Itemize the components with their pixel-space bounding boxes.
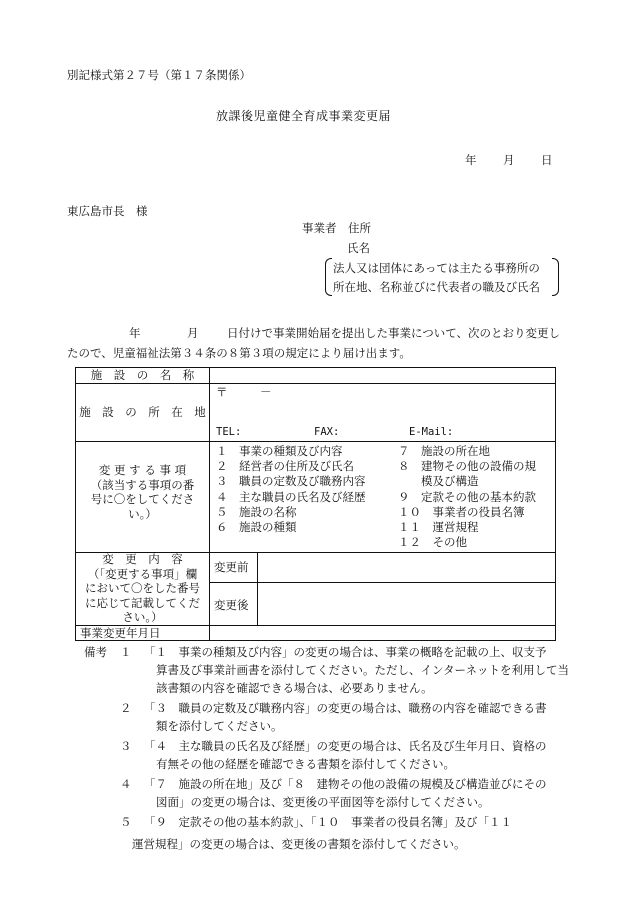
change-items-label-line: 号に〇をしてくださ: [90, 492, 195, 506]
form-id: 別記様式第２７号（第１７条関係）: [67, 68, 251, 82]
date-line: [465, 152, 553, 168]
bracket-right: [552, 258, 559, 296]
change-items-label-line: い。）: [128, 506, 157, 521]
note-line: 運営規程」の変更の場合は、変更後の書類を添付してください。: [132, 837, 466, 851]
note-line: 「３ 職員の定数及び職務内容」の変更の場合は、職務の内容を確認できる書: [144, 701, 547, 715]
body-line-1: [67, 325, 560, 341]
change-items-label-line: （該当する事項の番: [90, 477, 195, 492]
date-day: 日: [541, 153, 553, 167]
change-item[interactable]: １１ 運営規程: [398, 520, 479, 535]
body-line1-text: 日付けで事業開始届を提出した事業について、次のとおり変更し: [227, 326, 561, 340]
after-label: 変更後: [214, 598, 249, 612]
note-line: 「９ 定款その他の基本約款」、「１０ 事業者の役員名簿」及び「１１: [144, 815, 512, 829]
after-field[interactable]: [258, 583, 554, 624]
change-content-label-line: （「変更する事項」欄: [87, 566, 198, 581]
applicant-bracket-note: [325, 258, 559, 296]
change-content-label: [76, 552, 209, 625]
fax-label: FAX:: [314, 426, 340, 438]
note-line: 算書及び事業計画書を添付してください。ただし、インターネットを利用して当: [156, 663, 569, 677]
change-item[interactable]: ５ 施設の名称: [216, 504, 297, 519]
change-item[interactable]: ９ 定款その他の基本約款: [398, 489, 536, 504]
facility-name-label: 施 設 の 名 称: [90, 368, 195, 382]
note-number: ５: [120, 815, 132, 829]
change-item[interactable]: １２ その他: [398, 535, 467, 550]
tel-label: TEL:: [216, 426, 242, 438]
change-item[interactable]: ６ 施設の種類: [216, 520, 297, 535]
document-title: 放課後児童健全育成事業変更届: [216, 109, 392, 123]
change-item[interactable]: ８ 建物その他の設備の規: [398, 459, 536, 474]
notes-head: 備考: [84, 645, 107, 659]
change-item[interactable]: ２ 経営者の住所及び氏名: [216, 459, 354, 474]
note-line: 類を添付してください。: [156, 719, 283, 733]
change-item[interactable]: １０ 事業者の役員名簿: [398, 504, 525, 519]
email-label: E-Mail:: [409, 426, 454, 438]
note-line: 有無その他の経歴を確認できる書類を添付してください。: [156, 757, 455, 771]
before-field[interactable]: [258, 553, 554, 581]
change-content-label-line: さい。）: [122, 610, 163, 624]
note-number: １: [120, 645, 132, 659]
postal-dash: －: [260, 385, 272, 399]
applicant-address-label: 事業者 住所: [302, 221, 371, 235]
facility-address-label: 施 設 の 所 在 地: [79, 405, 206, 419]
note-line: 該書類の内容を確認できる場合は、必要ありません。: [156, 681, 433, 695]
note-line: 「７ 施設の所在地」及び「８ 建物その他の設備の規模及び構造並びにその: [144, 777, 547, 791]
change-item[interactable]: 模及び構造: [398, 474, 479, 489]
addressee: 東広島市長 様: [67, 204, 148, 218]
change-items-label: [76, 463, 209, 521]
change-items-left-list: [216, 444, 366, 535]
body-line-2: たので、児童福祉法第３４条の８第３項の規定により届け出ます。: [67, 346, 411, 360]
bracket-left: [325, 258, 332, 296]
note-line: 「４ 主な職員の氏名及び経歴」の変更の場合は、氏名及び生年月日、資格の: [144, 739, 547, 753]
change-date-field[interactable]: [210, 626, 554, 639]
facility-name-field[interactable]: [221, 368, 551, 383]
change-content-label-line: 変 更 内 容: [102, 552, 183, 566]
note-number: ２: [120, 701, 132, 715]
before-label: 変更前: [214, 560, 249, 574]
change-content-label-line: に応じて記載してくだ: [85, 595, 200, 610]
change-items-label-line: 変 更 す る 事 項: [98, 463, 187, 477]
note-line: 「１ 事業の種類及び内容」の変更の場合は、事業の概略を記載の上、収支予: [144, 645, 547, 659]
postal-mark: 〒: [216, 385, 228, 399]
change-content-label-line: において〇をした番号: [85, 581, 200, 595]
change-items-right-list: [398, 444, 536, 550]
body-year-label: 年: [129, 326, 141, 340]
change-item[interactable]: ３ 職員の定数及び職務内容: [216, 474, 366, 489]
change-form-table: [75, 367, 556, 641]
bracket-line-1: 法人又は団体にあっては主たる事務所の: [333, 261, 540, 275]
change-date-label: 事業変更年月日: [80, 626, 161, 640]
change-item[interactable]: ７ 施設の所在地: [398, 444, 490, 458]
note-number: ４: [120, 777, 132, 791]
date-month: 月: [503, 153, 515, 167]
bracket-line-2: 所在地、名称並びに代表者の職及び氏名: [333, 280, 540, 294]
change-item[interactable]: ４ 主な職員の氏名及び経歴: [216, 489, 366, 504]
body-month-label: 月: [187, 326, 199, 340]
note-number: ３: [120, 739, 132, 753]
date-year: 年: [465, 153, 477, 167]
applicant-name-label: 氏名: [347, 241, 370, 255]
note-line: 図面」の変更の場合は、変更後の平面図等を添付してください。: [156, 795, 490, 809]
change-item[interactable]: １ 事業の種類及び内容: [216, 444, 343, 458]
